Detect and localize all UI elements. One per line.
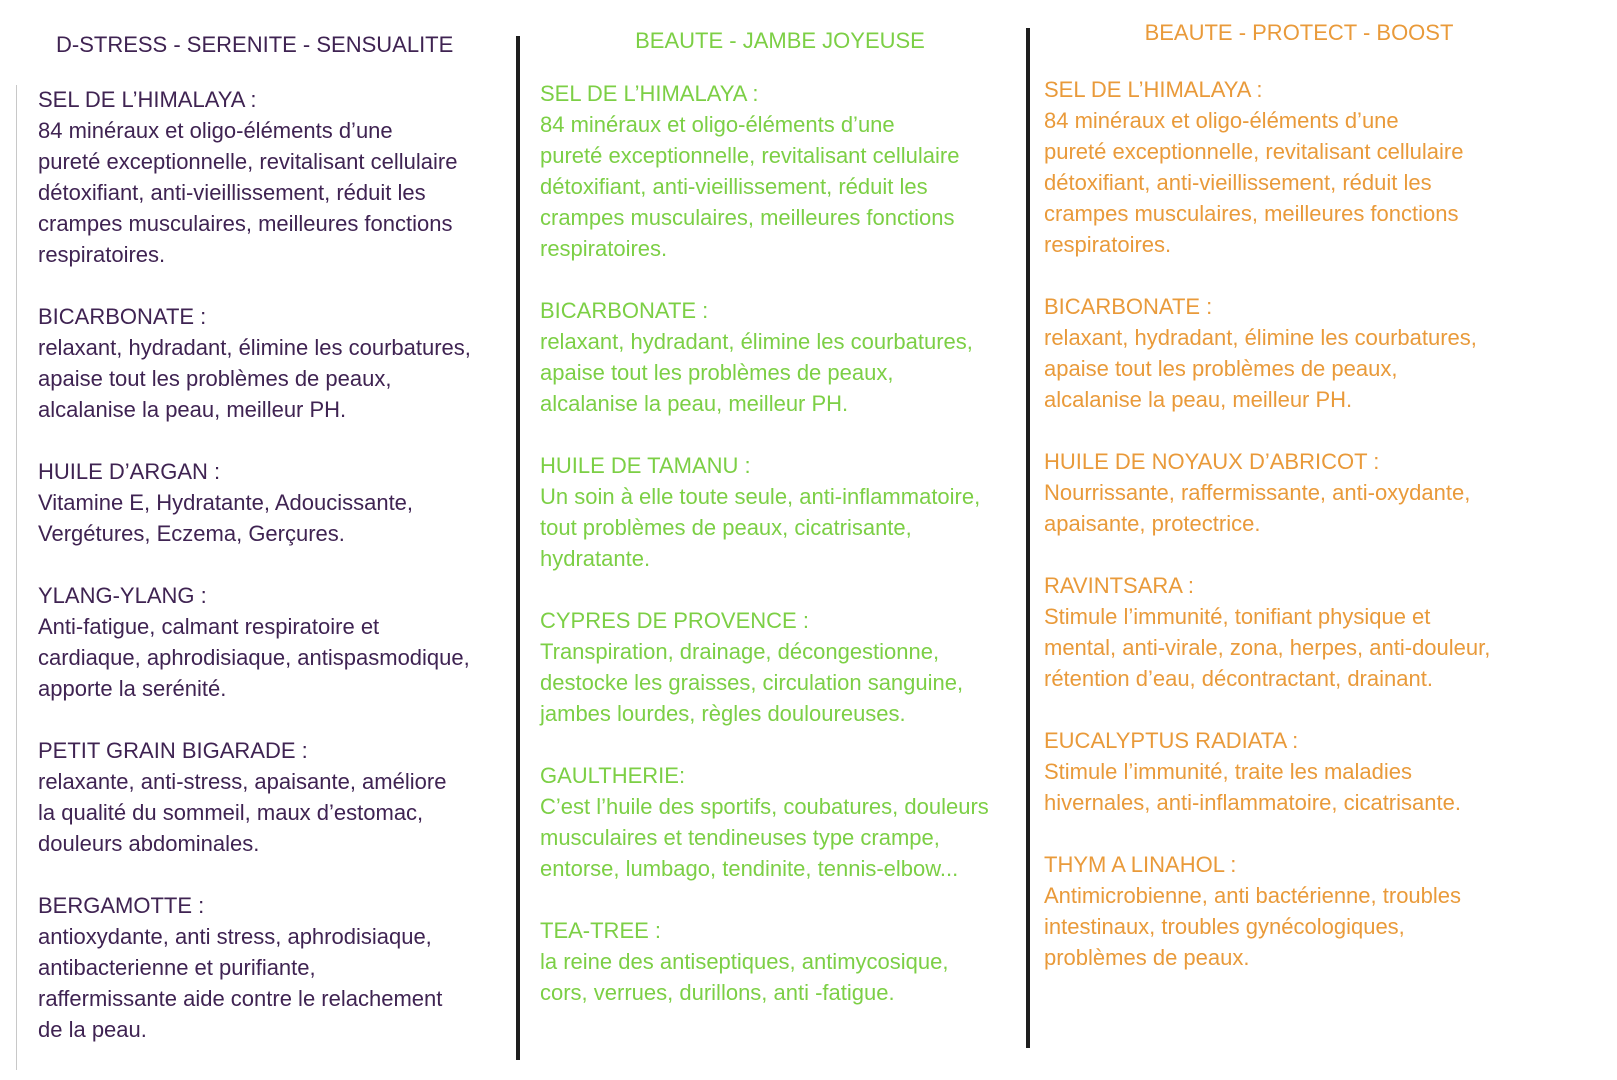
ingredient-description: 84 minéraux et oligo-éléments d’une pureté exceptionnelle, revitalisant cellulaire détoxifiant, anti-vieillissement, réduit les crampes musculaires, meilleures fonctions respiratoires.	[1044, 108, 1464, 257]
ingredient-heading: GAULTHERIE:	[540, 763, 686, 788]
ingredient-heading: SEL DE L’HIMALAYA :	[1044, 77, 1263, 102]
ingredient-description: Nourrissante, raffermissante, anti-oxydante, apaisante, protectrice.	[1044, 480, 1471, 536]
ingredient-heading: SEL DE L’HIMALAYA :	[38, 87, 257, 112]
column-divider-2	[1026, 28, 1030, 1048]
ingredient-section	[540, 295, 1020, 419]
ingredient-heading: BICARBONATE :	[1044, 294, 1213, 319]
ingredient-description: la reine des antiseptiques, antimycosique, cors, verrues, durillons, anti -fatigue.	[540, 949, 949, 1005]
ingredient-section	[540, 605, 1020, 729]
ingredient-section	[1044, 849, 1554, 973]
ingredient-description: Un soin à elle toute seule, anti-inflammatoire, tout problèmes de peaux, cicatrisante, hydratante.	[540, 484, 981, 571]
ingredient-heading: SEL DE L’HIMALAYA :	[540, 81, 759, 106]
ingredient-description: Stimule l’immunité, traite les maladies hivernales, anti-inflammatoire, cicatrisante.	[1044, 759, 1461, 815]
ingredient-heading: RAVINTSARA :	[1044, 573, 1194, 598]
ingredient-description: 84 minéraux et oligo-éléments d’une pureté exceptionnelle, revitalisant cellulaire détoxifiant, anti-vieillissement, réduit les crampes musculaires, meilleures fonctions respiratoires.	[38, 118, 458, 267]
ingredient-heading: BERGAMOTTE :	[38, 893, 205, 918]
ingredient-heading: BICARBONATE :	[38, 304, 207, 329]
page-edge-line	[16, 85, 17, 1070]
column-title: D-STRESS - SERENITE - SENSUALITE	[56, 32, 454, 57]
ingredient-description: Anti-fatigue, calmant respiratoire et cardiaque, aphrodisiaque, antispasmodique, apporte la serénité.	[38, 614, 470, 701]
ingredient-section	[38, 890, 516, 1045]
ingredient-description: relaxant, hydradant, élimine les courbatures, apaise tout les problèmes de peaux, alcalanise la peau, meilleur PH.	[38, 335, 471, 422]
ingredient-section	[540, 78, 1020, 264]
ingredient-section	[38, 456, 516, 549]
ingredient-heading: EUCALYPTUS RADIATA :	[1044, 728, 1299, 753]
ingredient-section	[38, 580, 516, 704]
ingredient-heading: THYM A LINAHOL :	[1044, 852, 1237, 877]
ingredient-section	[1044, 725, 1554, 818]
ingredient-section	[540, 450, 1020, 574]
ingredient-description: Stimule l’immunité, tonifiant physique et mental, anti-virale, zona, herpes, anti-douleur, rétention d’eau, décontractant, drainant.	[1044, 604, 1491, 691]
ingredient-section	[38, 84, 516, 270]
ingredient-heading: HUILE D’ARGAN :	[38, 459, 221, 484]
ingredient-section	[38, 301, 516, 425]
ingredient-heading: HUILE DE TAMANU :	[540, 453, 751, 478]
ingredient-description: 84 minéraux et oligo-éléments d’une pureté exceptionnelle, revitalisant cellulaire détoxifiant, anti-vieillissement, réduit les crampes musculaires, meilleures fonctions respiratoires.	[540, 112, 960, 261]
ingredient-section	[540, 760, 1020, 884]
ingredient-section	[38, 735, 516, 859]
ingredient-description: relaxant, hydradant, élimine les courbatures, apaise tout les problèmes de peaux, alcalanise la peau, meilleur PH.	[540, 329, 973, 416]
ingredient-heading: YLANG-YLANG :	[38, 583, 207, 608]
ingredient-section	[1044, 291, 1554, 415]
ingredient-heading: HUILE DE NOYAUX D’ABRICOT :	[1044, 449, 1380, 474]
ingredient-heading: PETIT GRAIN BIGARADE :	[38, 738, 308, 763]
ingredient-description: Vitamine E, Hydratante, Adoucissante, Vergétures, Eczema, Gerçures.	[38, 490, 414, 546]
column-title: BEAUTE - JAMBE JOYEUSE	[635, 28, 925, 53]
ingredient-description: antioxydante, anti stress, aphrodisiaque, antibacterienne et purifiante, raffermissante aide contre le relachement de la peau.	[38, 924, 443, 1042]
ingredient-section	[1044, 570, 1554, 694]
column-title: BEAUTE - PROTECT - BOOST	[1144, 20, 1454, 45]
ingredient-section	[1044, 74, 1554, 260]
ingredient-description: relaxant, hydradant, élimine les courbatures, apaise tout les problèmes de peaux, alcalanise la peau, meilleur PH.	[1044, 325, 1477, 412]
ingredient-section	[1044, 446, 1554, 539]
ingredient-description: C’est l’huile des sportifs, coubatures, douleurs musculaires et tendineuses type crampe, entorse, lumbago, tendinite, tennis-elbow...	[540, 794, 989, 881]
ingredient-section	[540, 915, 1020, 1008]
ingredient-description: relaxante, anti-stress, apaisante, améliore la qualité du sommeil, maux d’estomac, douleurs abdominales.	[38, 769, 447, 856]
ingredient-description: Transpiration, drainage, décongestionne, destocke les graisses, circulation sanguine, jambes lourdes, règles douloureuses.	[540, 639, 964, 726]
column-protect-boost	[1044, 16, 1554, 1004]
ingredient-heading: BICARBONATE :	[540, 298, 709, 323]
column-divider-1	[516, 36, 520, 1060]
column-dstress	[38, 28, 516, 1076]
ingredient-heading: CYPRES DE PROVENCE :	[540, 608, 809, 633]
column-jambe-joyeuse	[540, 24, 1020, 1039]
ingredient-description: Antimicrobienne, anti bactérienne, troubles intestinaux, troubles gynécologiques, problèmes de peaux.	[1044, 883, 1462, 970]
ingredient-heading: TEA-TREE :	[540, 918, 662, 943]
